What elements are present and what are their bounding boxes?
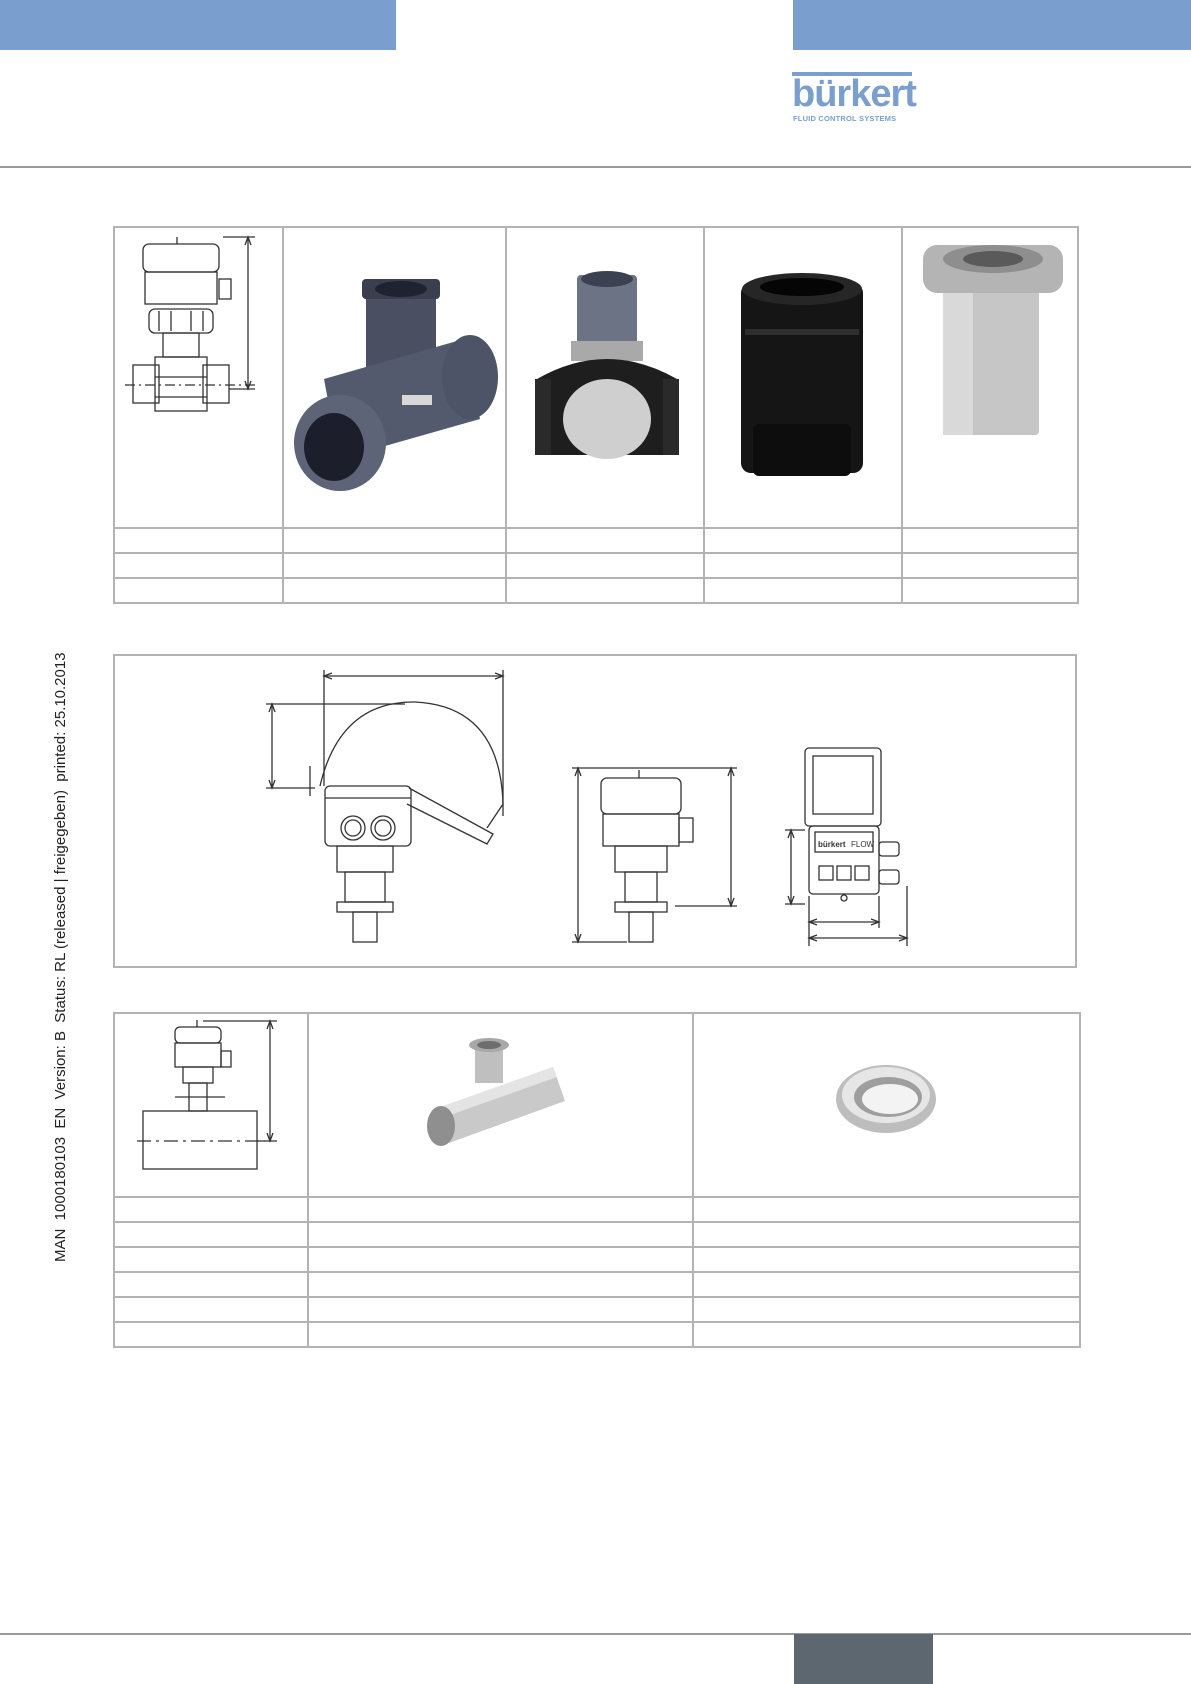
device-on-pipe-drawing: [115, 1015, 305, 1195]
tube-cell-ferrule: [693, 1013, 1080, 1197]
tube-row6-col3: [693, 1322, 1080, 1347]
fittings-row2-col2: [283, 553, 506, 578]
tube-row6-col1: [114, 1322, 308, 1347]
tube-row4-col2: [308, 1272, 693, 1297]
tube-row3-col1: [114, 1247, 308, 1272]
tube-row4-col3: [693, 1272, 1080, 1297]
fitting-cell-union-tee: [283, 227, 506, 528]
tube-row1-col3: [693, 1197, 1080, 1222]
fittings-row1-col1: [114, 528, 283, 553]
fittings-row3-col3: [506, 578, 704, 603]
tube-row4-col1: [114, 1272, 308, 1297]
fittings-row2-col3: [506, 553, 704, 578]
fittings-row3-col5: [902, 578, 1078, 603]
tube-row3-col3: [693, 1247, 1080, 1272]
fittings-row1-col3: [506, 528, 704, 553]
header-band-right: [793, 0, 1191, 50]
fittings-row1-col4: [704, 528, 902, 553]
fittings-row1-col5: [902, 528, 1078, 553]
front-view: [572, 768, 737, 942]
top-view-display: [785, 748, 907, 946]
tube-row1-col2: [308, 1197, 693, 1222]
header-band-left: [0, 0, 396, 50]
fittings-row2-col5: [902, 553, 1078, 578]
tube-row3-col2: [308, 1247, 693, 1272]
clamp-saddle-fitting: [507, 229, 701, 526]
fittings-row3-col2: [283, 578, 506, 603]
fitting-cell-drawing: [114, 227, 283, 528]
tube-row1-col1: [114, 1197, 308, 1222]
display-brand-text: bürkert: [818, 840, 846, 849]
fittings-row2-col4: [704, 553, 902, 578]
housing-drawings-frame: [113, 654, 1077, 968]
fitting-cell-stainless-sleeve: [902, 227, 1078, 528]
tube-row2-col2: [308, 1222, 693, 1247]
device-dimension-drawing: [115, 229, 280, 526]
fittings-row3-col4: [704, 578, 902, 603]
tube-row6-col2: [308, 1322, 693, 1347]
stainless-weld-sleeve: [903, 229, 1075, 526]
display-flow-text: FLOW: [851, 840, 875, 849]
fittings-table: [113, 226, 1079, 604]
clamp-tee-tube: [309, 1015, 690, 1195]
tube-row2-col3: [693, 1222, 1080, 1247]
tube-row5-col2: [308, 1297, 693, 1322]
logo-name: bürkert: [792, 73, 916, 115]
tube-row2-col1: [114, 1222, 308, 1247]
fittings-row1-col2: [283, 528, 506, 553]
tube-cell-clamp-tee: [308, 1013, 693, 1197]
header-rule: [0, 166, 1191, 168]
tube-cell-drawing: [114, 1013, 308, 1197]
fittings-row2-col1: [114, 553, 283, 578]
union-tee-fitting: [284, 229, 503, 526]
open-lid-side-view: [266, 670, 503, 942]
fitting-cell-black-sleeve: [704, 227, 902, 528]
black-sleeve-fitting: [705, 229, 899, 526]
logo-tagline: FLUID CONTROL SYSTEMS: [793, 114, 897, 123]
fittings-row3-col1: [114, 578, 283, 603]
fitting-cell-clamp-saddle: [506, 227, 704, 528]
clamp-ferrule: [694, 1015, 1077, 1195]
tube-row5-col1: [114, 1297, 308, 1322]
tube-row5-col3: [693, 1297, 1080, 1322]
housing-drawings: [115, 656, 1075, 966]
document-id-note: MAN 1000180103 EN Version: B Status: RL (released | freigegeben) printed: 25.10.2013: [52, 652, 69, 1262]
tube-table: [113, 1012, 1081, 1348]
footer-page-tab: [794, 1634, 933, 1684]
footer-rule: [0, 1633, 1191, 1635]
